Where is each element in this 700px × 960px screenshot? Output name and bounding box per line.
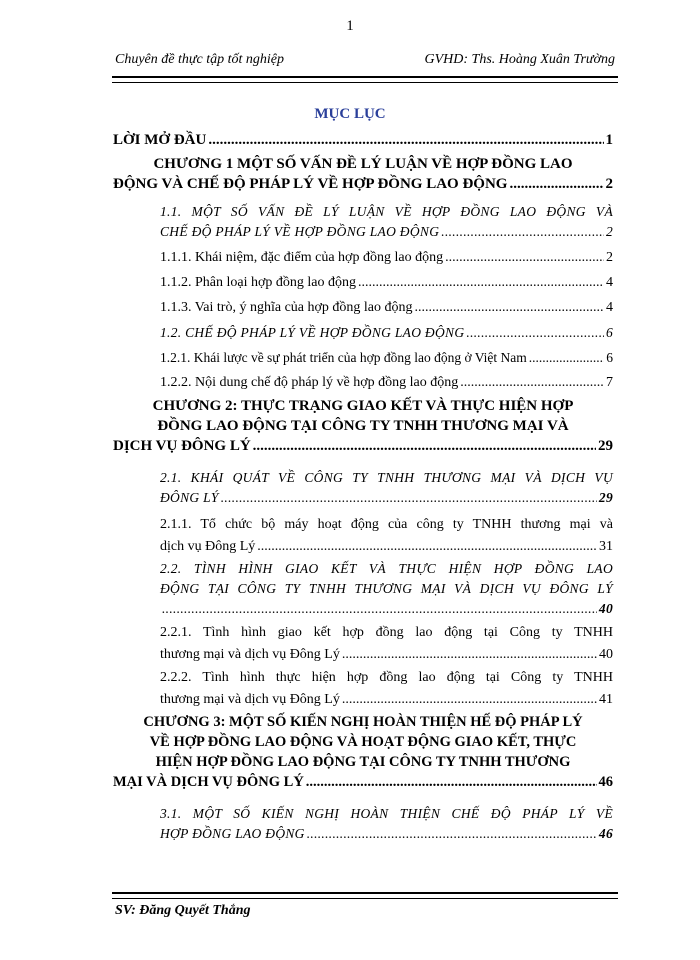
dot-leader: [358, 275, 604, 291]
toc-entry-title-line: 2.1. KHÁI QUÁT VỀ CÔNG TY TNHH THƯƠNG MẠI VÀ DỊCH VỤ: [160, 470, 613, 485]
toc-entry-title: 1.1.2. Phân loại hợp đồng lao động: [160, 275, 356, 290]
toc-subsection-2-2-2[interactable]: [160, 670, 613, 708]
toc-entry-page: 46: [598, 774, 613, 790]
toc-entry-title: LỜI MỞ ĐẦU: [113, 132, 207, 148]
toc-entry-title-line: thương mại và dịch vụ Đông Lý: [160, 692, 340, 707]
toc-subsection-1-1-3[interactable]: [160, 300, 613, 316]
toc-entry-title-line: ĐỘNG VÀ CHẾ ĐỘ PHÁP LÝ VỀ HỢP ĐỒNG LAO ĐỘNG: [113, 176, 508, 192]
toc-entry-title-line: VỀ HỢP ĐỒNG LAO ĐỘNG VÀ HOẠT ĐỘNG GIAO KẾT, THỰC: [149, 734, 577, 750]
toc-section-1-1[interactable]: [160, 204, 613, 240]
toc-title: MỤC LỤC: [314, 106, 386, 122]
dot-leader: [509, 176, 603, 193]
header-title: Chuyên đề thực tập tốt nghiệp: [115, 52, 284, 67]
page-number: 1: [346, 18, 354, 34]
dot-leader: [342, 647, 597, 663]
toc-entry-title-line: ĐỘNG TẠI CÔNG TY TNHH THƯƠNG MẠI VÀ DỊCH VỤ ĐÔNG LÝ: [160, 581, 613, 596]
toc-chapter-2[interactable]: [113, 398, 613, 455]
toc-entry-page: 2: [605, 224, 613, 239]
toc-entry-title-line: CHẾ ĐỘ PHÁP LÝ VỀ HỢP ĐỒNG LAO ĐỘNG: [160, 224, 440, 239]
dot-leader: [441, 224, 604, 240]
dot-leader: [307, 826, 597, 842]
dot-leader: [460, 375, 604, 391]
toc-entry-page: 7: [606, 375, 613, 390]
dot-leader: [257, 539, 597, 555]
toc-section-1-2[interactable]: [160, 325, 613, 341]
toc-subsection-1-1-1[interactable]: [160, 250, 613, 266]
toc-subsection-1-2-2[interactable]: [160, 375, 613, 391]
dot-leader: [221, 490, 597, 506]
toc-chapter-1[interactable]: [113, 156, 613, 193]
toc-section-3-1[interactable]: [160, 806, 613, 842]
toc-entry-title-line: DỊCH VỤ ĐÔNG LÝ: [113, 438, 251, 454]
toc-section-2-1[interactable]: [160, 470, 613, 506]
toc-entry-page: 2: [605, 176, 613, 192]
toc-entry-title-line: dịch vụ Đông Lý: [160, 539, 256, 554]
toc-entry-page: 29: [598, 490, 613, 505]
toc-entry-title-line: 2.2.1. Tình hình giao kết hợp đồng lao động tại Công ty TNHH: [160, 625, 613, 640]
toc-section-2-2[interactable]: [160, 561, 613, 617]
dot-leader: [342, 692, 597, 708]
toc-entry-title: 1.2. CHẾ ĐỘ PHÁP LÝ VỀ HỢP ĐỒNG LAO ĐỘNG: [160, 325, 465, 340]
dot-leader: [306, 774, 597, 791]
toc-entry-page: 31: [599, 539, 613, 554]
toc-entry-title-line: thương mại và dịch vụ Đông Lý: [160, 647, 340, 662]
toc-entry-page: 40: [598, 601, 613, 616]
toc-entry-title-line: ĐÔNG LÝ: [160, 490, 219, 505]
footer-student: SV: Đăng Quyết Thắng: [115, 903, 251, 918]
toc-entry-title-line: 2.1.1. Tổ chức bộ máy hoạt động của công ty TNHH thương mại và: [160, 517, 613, 532]
toc-subsection-1-2-1[interactable]: [160, 350, 613, 366]
dot-leader: [253, 438, 596, 455]
toc-entry-title-line: 2.2. TÌNH HÌNH GIAO KẾT VÀ THỰC HIỆN HỢP ĐỒNG LAO: [160, 561, 613, 576]
toc-entry-title-line: HỢP ĐỒNG LAO ĐỘNG: [160, 826, 305, 841]
toc-subsection-1-1-2[interactable]: [160, 275, 613, 291]
dot-leader: [466, 325, 604, 341]
header-rule: [112, 76, 618, 83]
toc-entry-page: 41: [599, 692, 613, 707]
toc-entry-title-line: MẠI VÀ DỊCH VỤ ĐÔNG LÝ: [113, 774, 304, 790]
toc-entry-title: 1.2.2. Nội dung chế độ pháp lý về hợp đồng lao động: [160, 375, 459, 390]
dot-leader: [415, 300, 605, 316]
toc-intro[interactable]: [113, 132, 613, 149]
toc-entry-title-line: CHƯƠNG 3: MỘT SỐ KIẾN NGHỊ HOÀN THIỆN HẾ ĐỘ PHÁP LÝ: [143, 714, 583, 730]
toc-entry-page: 1: [605, 132, 613, 148]
toc-entry-page: 4: [606, 300, 613, 315]
dot-leader: [529, 350, 604, 366]
toc-entry-title: 1.2.1. Khái lược về sự phát triển của hợp đồng lao động ở Việt Nam: [160, 350, 527, 365]
toc-entry-page: 6: [605, 325, 613, 340]
toc-entry-page: 6: [606, 350, 613, 365]
toc-entry-title-line: 2.2.2. Tình hình thực hiện hợp đồng lao động tại Công ty TNHH: [160, 670, 613, 685]
toc-chapter-3[interactable]: [113, 714, 613, 791]
dot-leader: [445, 250, 604, 266]
toc-entry-page: 46: [598, 826, 613, 841]
toc-entry-title: 1.1.3. Vai trò, ý nghĩa của hợp đồng lao động: [160, 300, 413, 315]
dot-leader: [162, 601, 597, 617]
toc-entry-page: 2: [606, 250, 613, 265]
toc-entry-page: 4: [606, 275, 613, 290]
toc-entry-title-line: ĐỒNG LAO ĐỘNG TẠI CÔNG TY TNHH THƯƠNG MẠI VÀ: [157, 418, 569, 434]
toc-entry-title-line: CHƯƠNG 2: THỰC TRẠNG GIAO KẾT VÀ THỰC HIỆN HỢP: [152, 398, 574, 414]
header-advisor: GVHD: Ths. Hoàng Xuân Trường: [424, 52, 615, 67]
toc-entry-page: 40: [599, 647, 613, 662]
toc-subsection-2-2-1[interactable]: [160, 625, 613, 663]
page-header: [115, 52, 615, 72]
toc-subsection-2-1-1[interactable]: [160, 517, 613, 555]
toc-entry-title: 1.1.1. Khái niệm, đặc điểm của hợp đồng lao động: [160, 250, 444, 265]
dot-leader: [208, 132, 603, 149]
toc-entry-title-line: 1.1. MỘT SỐ VẤN ĐỀ LÝ LUẬN VỀ HỢP ĐỒNG LAO ĐỘNG VÀ: [160, 204, 613, 219]
toc-entry-page: 29: [598, 438, 613, 454]
toc-entry-title-line: 3.1. MỘT SỐ KIẾN NGHỊ HOÀN THIỆN CHẾ ĐỘ PHÁP LÝ VỀ: [160, 806, 613, 821]
toc-entry-title-line: HIỆN HỢP ĐỒNG LAO ĐỘNG TẠI CÔNG TY TNHH THƯƠNG: [155, 754, 571, 770]
toc-entry-title-line: CHƯƠNG 1 MỘT SỐ VẤN ĐỀ LÝ LUẬN VỀ HỢP ĐỒNG LAO: [153, 156, 573, 172]
footer-rule: [112, 892, 618, 899]
